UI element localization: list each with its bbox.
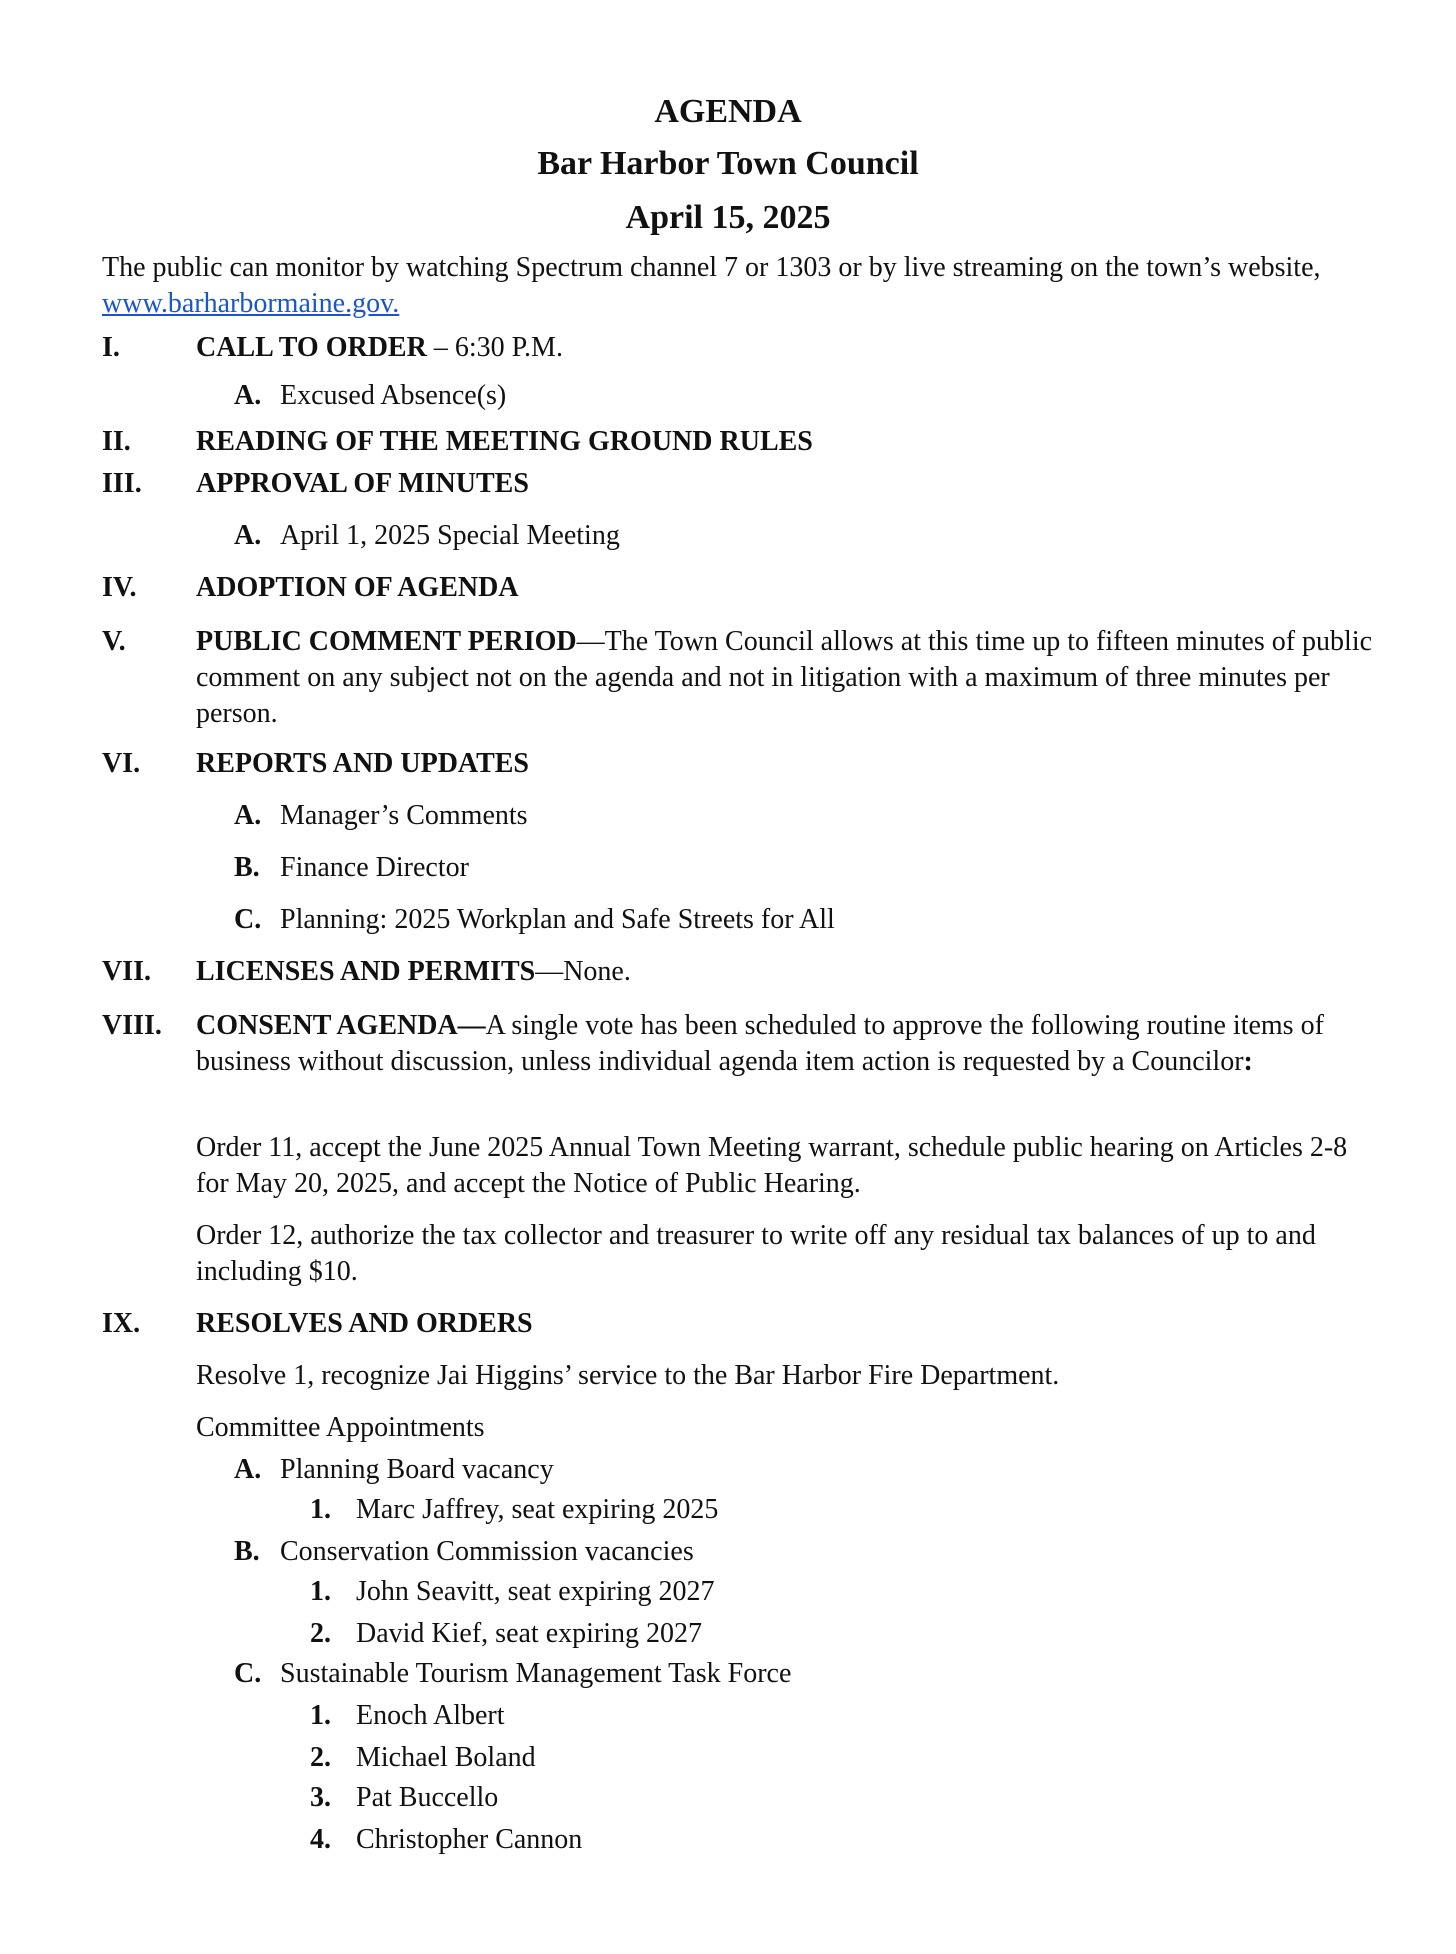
item-letter: C. — [234, 904, 262, 935]
item-letter: A. — [234, 1454, 262, 1485]
subitem-number: 3. — [310, 1782, 331, 1813]
section-consent-agenda — [196, 1008, 1386, 1080]
item-letter: A. — [234, 800, 262, 831]
section-call-to-order — [196, 330, 1386, 366]
section-public-comment — [196, 624, 1386, 732]
order-11: Order 11, accept the June 2025 Annual Town Meeting warrant, schedule public hearing on Articles 2-8 for May 20, 2025, and accept the Notice of Public Hearing. — [196, 1132, 1348, 1199]
intro-paragraph — [102, 250, 1382, 322]
section-adoption-of-agenda — [196, 570, 1386, 606]
section-number: I. — [102, 332, 120, 363]
subitem-number: 1. — [310, 1494, 331, 1525]
item-letter: A. — [234, 520, 262, 551]
section-time: – 6:30 P.M. — [426, 332, 563, 363]
section-title: ADOPTION OF AGENDA — [196, 572, 519, 603]
item-planning-board-vacancy: Planning Board vacancy — [280, 1454, 554, 1485]
subitem-number: 1. — [310, 1700, 331, 1731]
section-number: IV. — [102, 572, 137, 603]
section-title: RESOLVES AND ORDERS — [196, 1308, 533, 1339]
section-resolves-and-orders — [196, 1306, 1386, 1342]
council-name: Bar Harbor Town Council — [537, 145, 919, 182]
appointee-michael-boland: Michael Boland — [356, 1742, 536, 1773]
section-number: VIII. — [102, 1010, 162, 1041]
item-planning: Planning: 2025 Workplan and Safe Streets for All — [280, 904, 835, 935]
section-reports-and-updates — [196, 746, 1386, 782]
section-ground-rules — [196, 424, 1386, 460]
appointee-john-seavitt: John Seavitt, seat expiring 2027 — [356, 1576, 715, 1607]
section-licenses-and-permits — [196, 954, 1386, 990]
section-number: VII. — [102, 956, 152, 987]
section-title: CALL TO ORDER — [196, 332, 427, 363]
subitem-number: 2. — [310, 1742, 331, 1773]
section-description: —None. — [535, 956, 631, 987]
section-colon: : — [1243, 1046, 1253, 1077]
section-description: —The Town Council allows at this time up to fifteen minutes of public comment on any subject not on the agenda and not in litigation with a maximum of three minutes per person. — [196, 626, 1373, 729]
meeting-date: April 15, 2025 — [625, 199, 831, 236]
appointee-enoch-albert: Enoch Albert — [356, 1700, 505, 1731]
item-letter: B. — [234, 852, 260, 883]
subitem-number: 2. — [310, 1618, 331, 1649]
item-letter: A. — [234, 380, 262, 411]
appointee-pat-buccello: Pat Buccello — [356, 1782, 499, 1813]
item-finance-director: Finance Director — [280, 852, 469, 883]
section-title: READING OF THE MEETING GROUND RULES — [196, 426, 813, 457]
section-title: APPROVAL OF MINUTES — [196, 468, 529, 499]
subitem-number: 4. — [310, 1824, 331, 1855]
intro-text: The public can monitor by watching Spectrum channel 7 or 1303 or by live streaming on the town’s website, — [102, 252, 1321, 283]
appointee-marc-jaffrey: Marc Jaffrey, seat expiring 2025 — [356, 1494, 719, 1525]
section-number: VI. — [102, 748, 141, 779]
agenda-title: AGENDA — [654, 93, 802, 130]
item-managers-comments: Manager’s Comments — [280, 800, 528, 831]
item-excused-absences: Excused Absence(s) — [280, 380, 507, 411]
section-approval-of-minutes — [196, 466, 1386, 502]
appointee-christopher-cannon: Christopher Cannon — [356, 1824, 583, 1855]
section-title: LICENSES AND PERMITS — [196, 956, 536, 987]
section-title: PUBLIC COMMENT PERIOD — [196, 626, 577, 657]
item-letter: C. — [234, 1658, 262, 1689]
item-conservation-commission: Conservation Commission vacancies — [280, 1536, 694, 1567]
resolve-1: Resolve 1, recognize Jai Higgins’ service to the Bar Harbor Fire Department. — [196, 1360, 1060, 1391]
section-number: IX. — [102, 1308, 141, 1339]
section-title: CONSENT AGENDA— — [196, 1010, 486, 1041]
item-minutes-april-1: April 1, 2025 Special Meeting — [280, 520, 620, 551]
section-number: III. — [102, 468, 142, 499]
section-description: A single vote has been scheduled to approve the following routine items of business without discussion, unless individual agenda item action is requested by a Councilor — [196, 1010, 1324, 1077]
order-12: Order 12, authorize the tax collector and treasurer to write off any residual tax balances of up to and including $10. — [196, 1220, 1316, 1287]
town-website-link[interactable]: www.barharbormaine.gov. — [102, 288, 400, 319]
section-title: REPORTS AND UPDATES — [196, 748, 529, 779]
committee-appointments-heading: Committee Appointments — [196, 1412, 485, 1443]
section-number: II. — [102, 426, 131, 457]
appointee-david-kief: David Kief, seat expiring 2027 — [356, 1618, 703, 1649]
item-letter: B. — [234, 1536, 260, 1567]
section-number: V. — [102, 626, 126, 657]
item-sustainable-tourism-task-force: Sustainable Tourism Management Task Force — [280, 1658, 792, 1689]
subitem-number: 1. — [310, 1576, 331, 1607]
